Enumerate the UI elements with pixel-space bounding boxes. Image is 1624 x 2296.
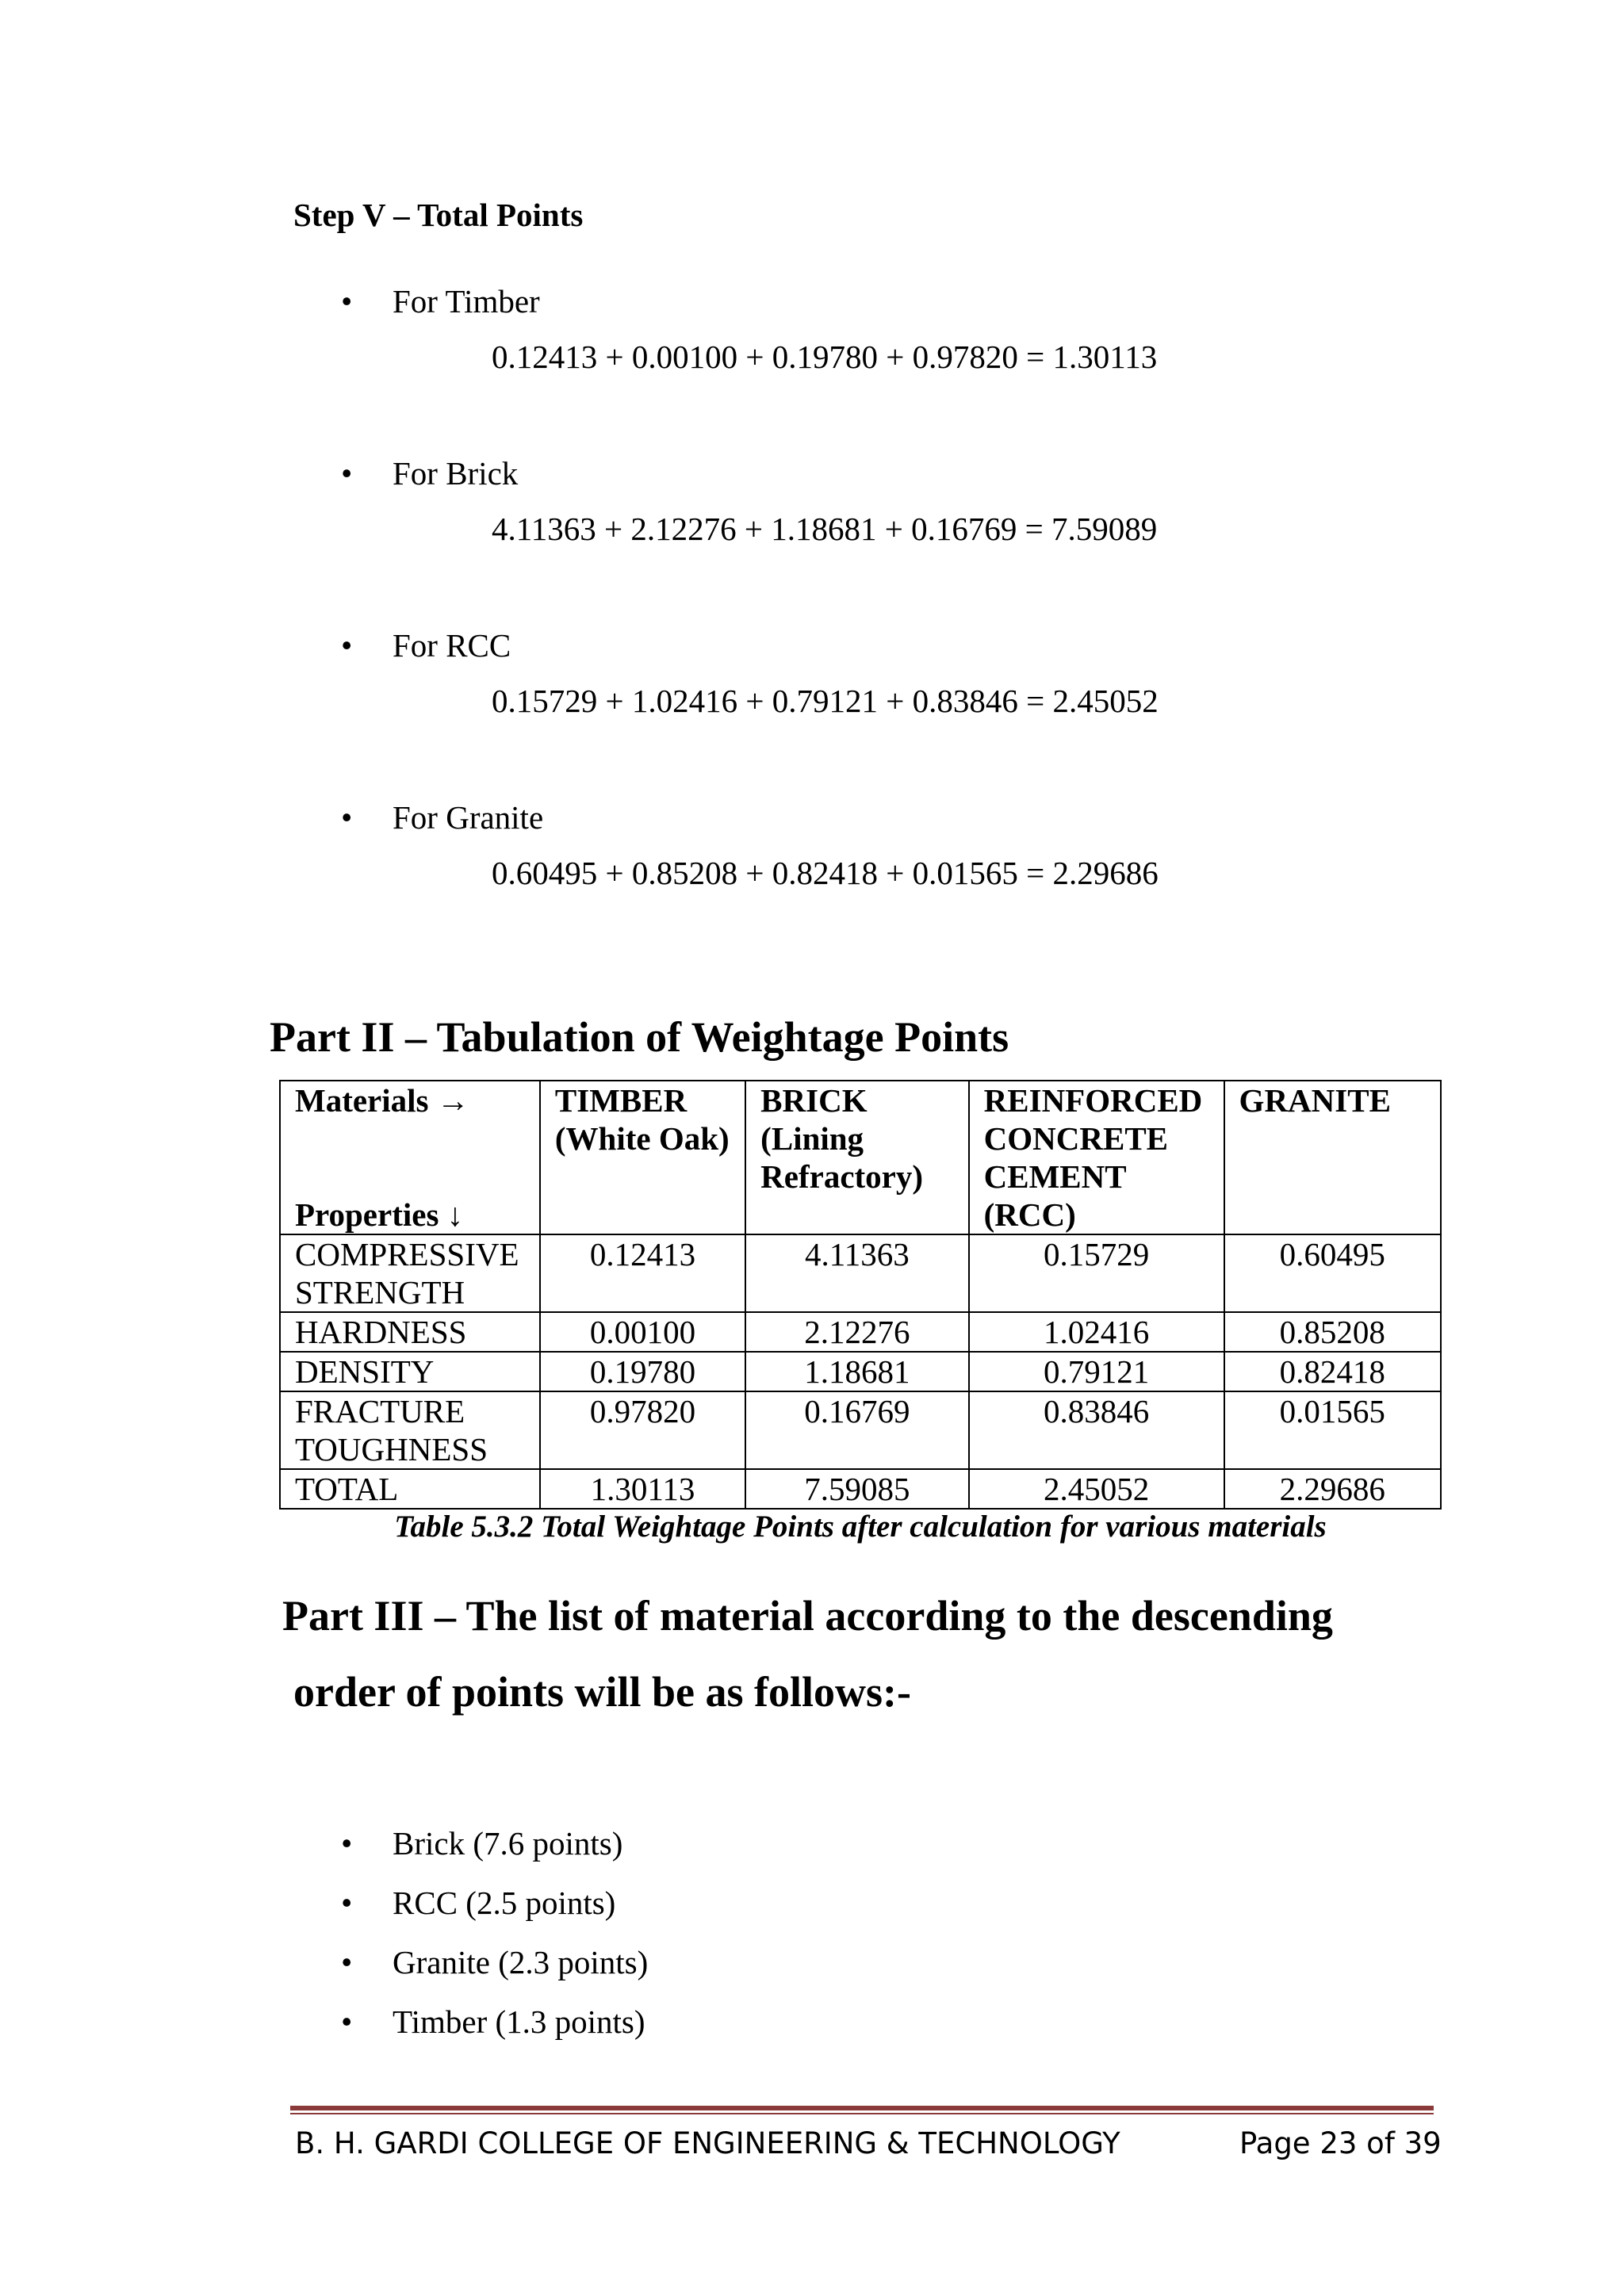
header-line: REINFORCED [983,1082,1203,1119]
property-cell: TOTAL [280,1469,540,1509]
header-rcc [969,1081,1224,1234]
property-cell [280,1391,540,1469]
step-equation-brick: 4.11363 + 2.12276 + 1.18681 + 0.16769 = 7.59089 [492,511,1158,547]
value-cell: 2.29686 [1224,1469,1441,1509]
value-cell: 0.01565 [1224,1391,1441,1469]
list-item: • Granite (2.3 points) [341,1942,648,1982]
step-title: Step V – Total Points [293,197,584,233]
value-cell: 7.59085 [745,1469,968,1509]
value-cell: 4.11363 [745,1234,968,1312]
materials-label: Materials → [295,1082,469,1119]
value-cell: 1.18681 [745,1352,968,1391]
table-caption: Table 5.3.2 Total Weightage Points after calculation for various materials [394,1510,1327,1544]
value-cell: 0.82418 [1224,1352,1441,1391]
header-line: CONCRETE [983,1120,1169,1157]
list-item: • RCC (2.5 points) [341,1883,648,1923]
step-item-rcc [341,626,511,665]
property-line: TOUGHNESS [295,1431,488,1468]
header-line: (White Oak) [554,1120,730,1157]
properties-label: Properties ↓ [295,1196,464,1233]
step-item-label: • For Timber [341,281,540,321]
footer-rule [290,2106,1434,2110]
property-line: FRACTURE [295,1393,465,1429]
part2-title: Part II – Tabulation of Weightage Points [270,1013,1009,1061]
value-cell: 0.19780 [540,1352,745,1391]
step-item-brick [341,453,518,493]
table-row [280,1391,1441,1469]
value-cell: 1.02416 [969,1312,1224,1352]
header-line: CEMENT [983,1158,1127,1195]
table-row [280,1234,1441,1312]
table-header-row [280,1081,1441,1234]
header-line: (Lining [760,1120,864,1157]
footer-rule-thin [290,2113,1434,2114]
value-cell: 0.85208 [1224,1312,1441,1352]
ranking-list [341,1823,648,2061]
step-item-label: • For RCC [341,626,511,665]
header-line: Refractory) [760,1158,924,1195]
step-equation-timber: 0.12413 + 0.00100 + 0.19780 + 0.97820 = 1.30113 [492,339,1158,375]
property-cell: HARDNESS [280,1312,540,1352]
header-line: TIMBER [554,1082,688,1119]
table-row [280,1352,1441,1391]
part3-title [282,1578,1472,1730]
value-cell: 2.12276 [745,1312,968,1352]
value-cell: 0.16769 [745,1391,968,1469]
property-cell: DENSITY [280,1352,540,1391]
step-item-granite [341,798,543,837]
step-item-timber [341,281,540,321]
value-cell: 0.12413 [540,1234,745,1312]
step-equation-rcc: 0.15729 + 1.02416 + 0.79121 + 0.83846 = 2.45052 [492,683,1159,719]
footer-institution: B. H. GARDI COLLEGE OF ENGINEERING & TECHNOLOGY [295,2126,1120,2160]
table-row [280,1312,1441,1352]
part3-title-line: Part III – The list of material according to the descending [282,1592,1333,1640]
header-brick [745,1081,968,1234]
property-line: COMPRESSIVE [295,1236,519,1272]
value-cell: 0.15729 [969,1234,1224,1312]
weightage-table [279,1080,1442,1510]
part3-title-line: order of points will be as follows:- [293,1668,911,1716]
header-line: (RCC) [983,1196,1076,1233]
value-cell: 0.97820 [540,1391,745,1469]
header-granite [1224,1081,1441,1234]
value-cell: 2.45052 [969,1469,1224,1509]
value-cell: 0.83846 [969,1391,1224,1469]
header-corner-cell [280,1081,540,1234]
list-item: • Brick (7.6 points) [341,1823,648,1863]
value-cell: 0.60495 [1224,1234,1441,1312]
header-line: GRANITE [1239,1082,1391,1119]
property-cell [280,1234,540,1312]
step-item-label: • For Brick [341,453,518,493]
header-line: BRICK [760,1082,868,1119]
step-equation-granite: 0.60495 + 0.85208 + 0.82418 + 0.01565 = 2.29686 [492,855,1159,891]
list-item: • Timber (1.3 points) [341,2002,648,2042]
value-cell: 1.30113 [540,1469,745,1509]
table-row-total [280,1469,1441,1509]
value-cell: 0.79121 [969,1352,1224,1391]
property-line: STRENGTH [295,1274,465,1311]
value-cell: 0.00100 [540,1312,745,1352]
header-timber [540,1081,745,1234]
step-item-label: • For Granite [341,798,543,837]
footer-page-number: Page 23 of 39 [1239,2126,1442,2160]
